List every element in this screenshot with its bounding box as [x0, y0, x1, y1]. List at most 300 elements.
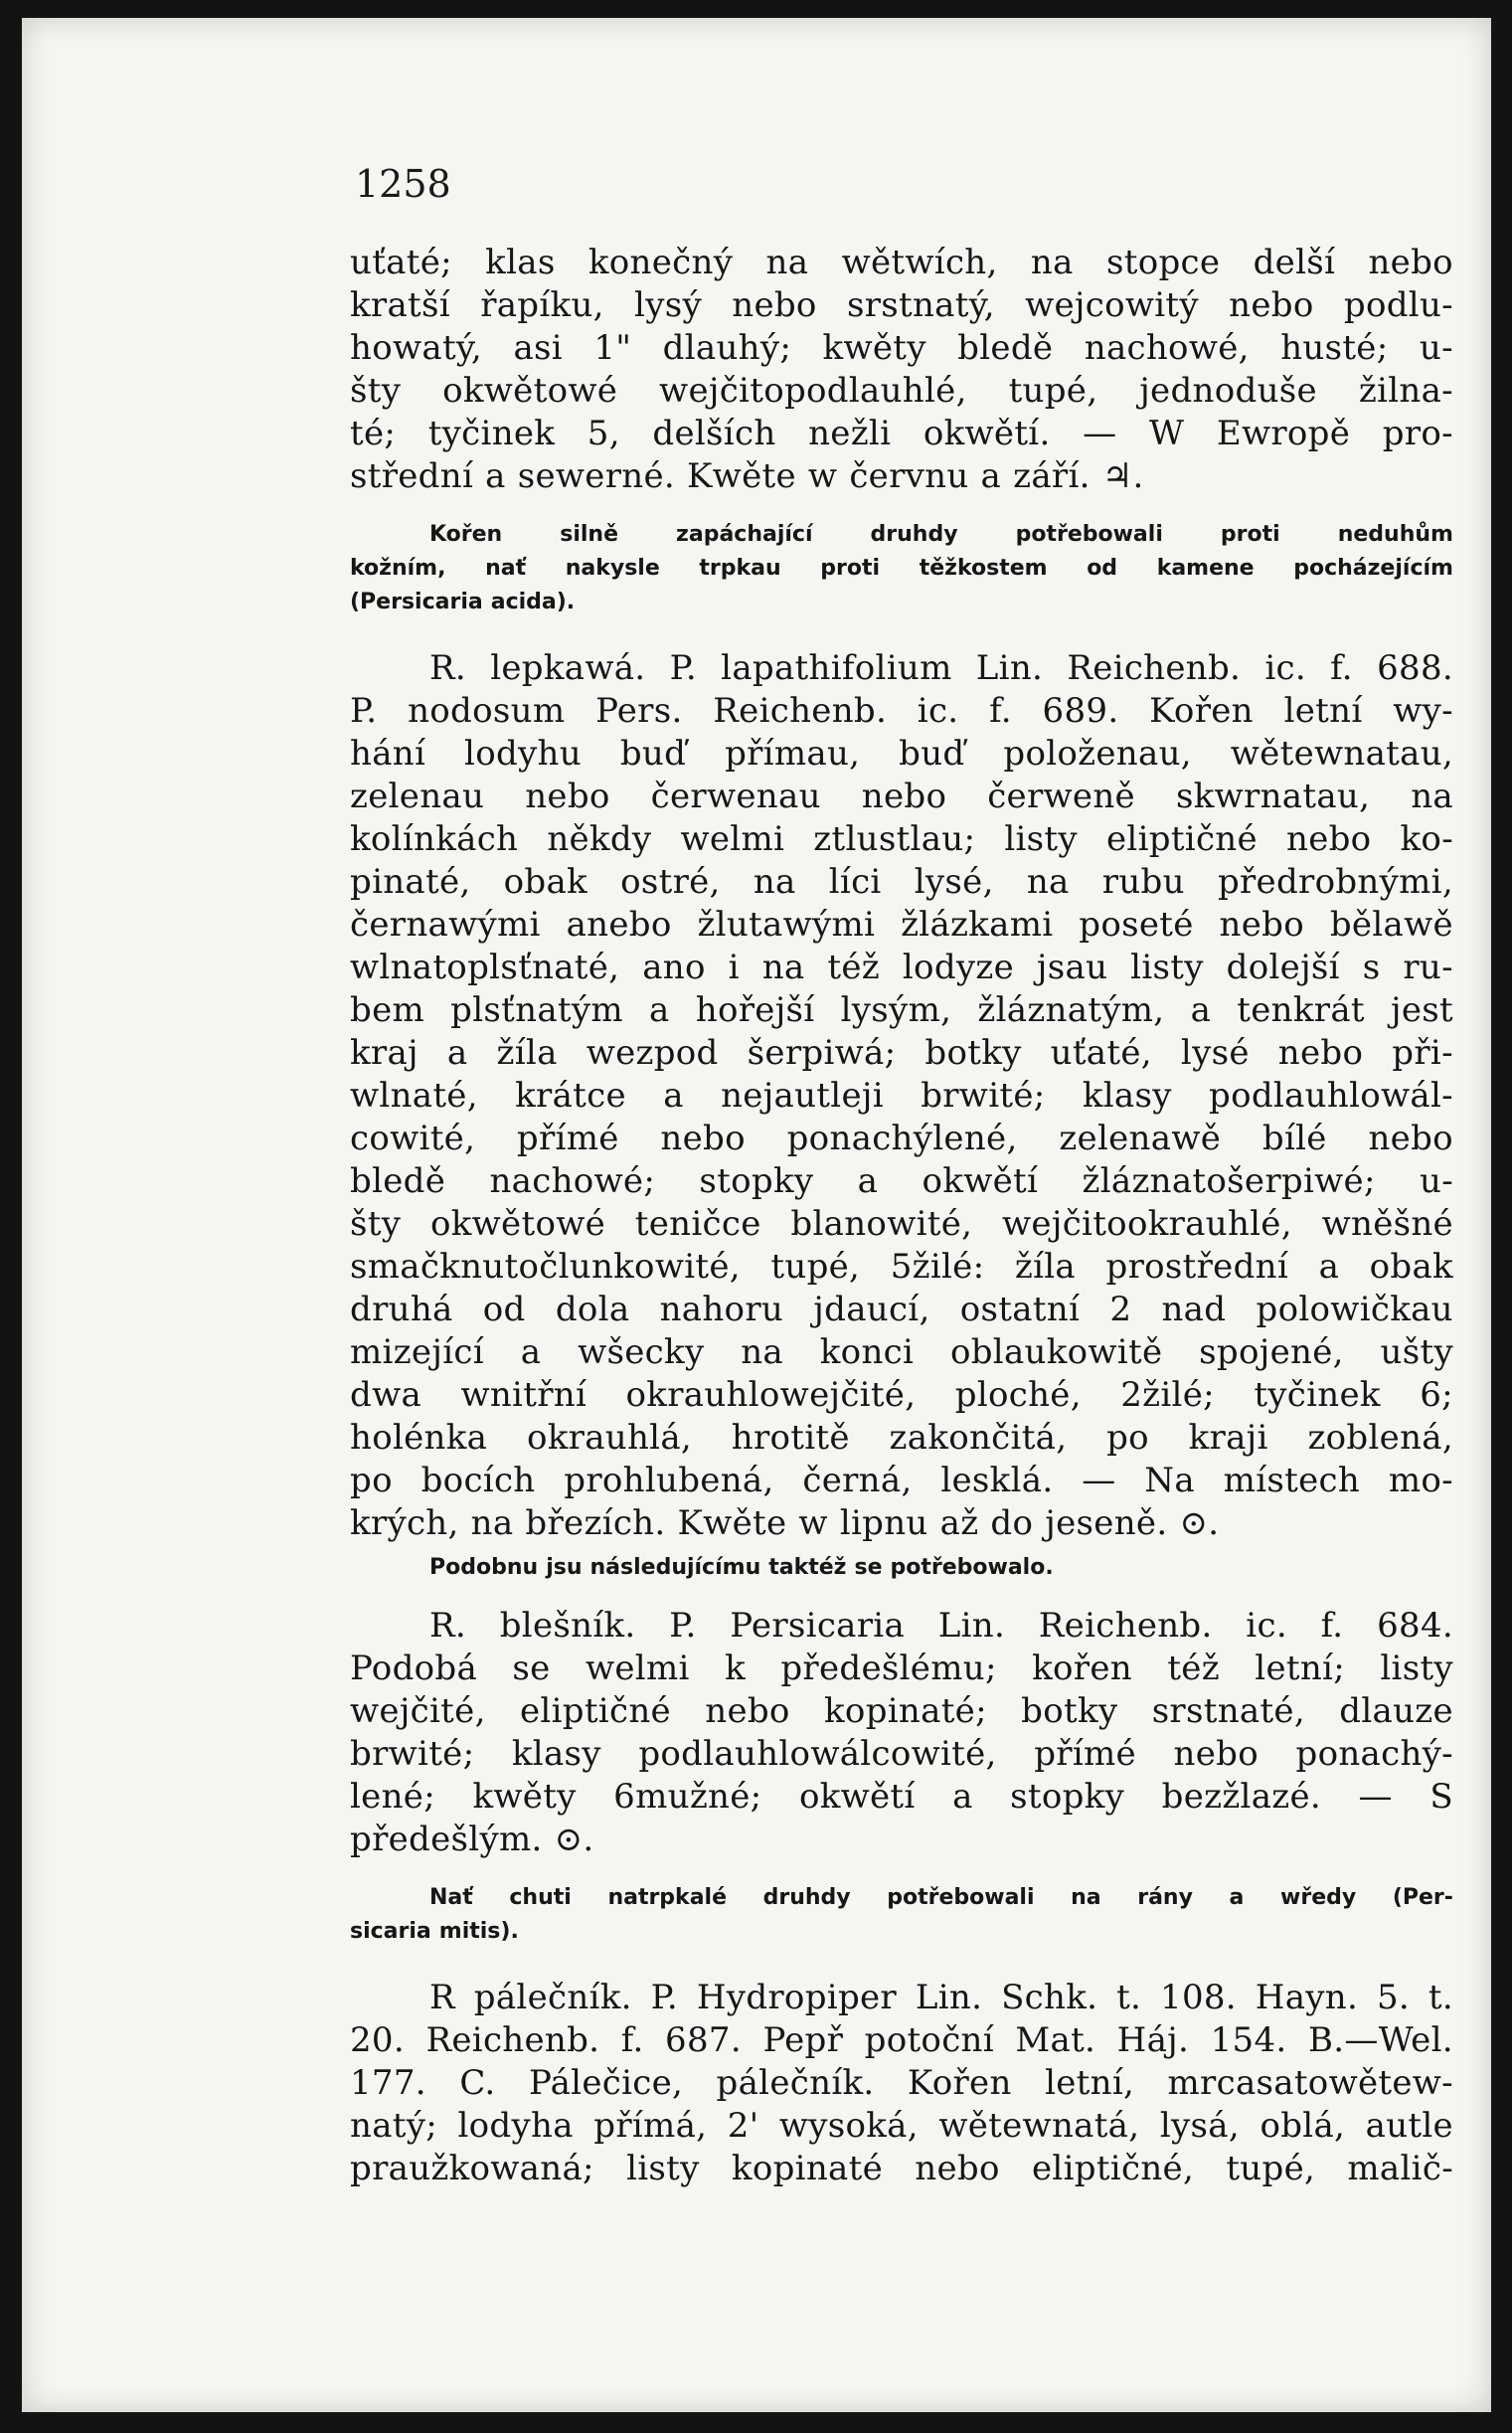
word: ano [642, 948, 706, 987]
word: dlauze [1339, 1691, 1453, 1731]
word: srstnatý, [846, 285, 995, 325]
word: též [1167, 1649, 1220, 1688]
word: okwětí [798, 1777, 916, 1817]
word: srstnaté, [1151, 1691, 1305, 1731]
word: hrotitě [731, 1418, 850, 1458]
word: 688. [1377, 648, 1453, 688]
word: bocích [420, 1461, 536, 1500]
text-line [350, 1460, 1453, 1502]
word: od [1087, 556, 1118, 581]
word: na [1026, 862, 1070, 902]
word: též [827, 948, 880, 987]
text-line [350, 1374, 1453, 1417]
word: mrcasatowětew- [1167, 2063, 1453, 2103]
word: a [663, 1076, 684, 1116]
word: žlutawými [697, 905, 876, 945]
word: nebo [1229, 285, 1314, 325]
word: po [350, 1461, 393, 1500]
word: Pers. [595, 691, 683, 731]
word: 687. [665, 2020, 742, 2060]
word: obak [1369, 1247, 1453, 1287]
word: okwětí. [923, 414, 1051, 453]
word: řapíku, [480, 285, 604, 325]
text-line [350, 1331, 1453, 1374]
word: potřebowali [887, 1885, 1035, 1910]
word: žlázkami [901, 905, 1054, 945]
word: lysé [1180, 1033, 1250, 1073]
word: předešlým. [350, 1820, 543, 1859]
word: kopinaté [731, 2149, 883, 2188]
word: nebo [1368, 243, 1453, 282]
note-paragraph [350, 518, 1453, 619]
word: bělawě [1329, 905, 1453, 945]
word: kožním, [350, 556, 446, 581]
word: Hayn. [1255, 1978, 1359, 2017]
word: ic. [1264, 648, 1306, 688]
word: — [1083, 414, 1117, 453]
word: 177. [350, 2063, 426, 2103]
word: w [807, 456, 838, 496]
word: červnu [849, 456, 969, 496]
word: konečný [588, 243, 734, 282]
word: proti [1220, 522, 1280, 547]
word: lipnu [839, 1503, 928, 1543]
text-line [350, 242, 1453, 284]
word: bílé [1261, 1119, 1327, 1158]
word: až [939, 1503, 979, 1543]
word: předrobnými, [1217, 862, 1453, 902]
word: jeseně. [1045, 1503, 1168, 1543]
text-line [350, 370, 1453, 413]
word: wejčitookrauhlé, [1002, 1204, 1292, 1244]
word: okrauhlowejčité, [625, 1375, 917, 1415]
word: Kwěte [686, 456, 796, 496]
word: P. [669, 648, 697, 688]
word: čerwenau [650, 777, 821, 816]
word: na [1071, 1885, 1101, 1910]
word: lené; [350, 1777, 435, 1817]
text-line [350, 989, 1453, 1032]
word: pro- [1382, 414, 1453, 453]
word: tenkrát [1237, 990, 1365, 1030]
word: delší [1253, 243, 1336, 282]
word: nad [1161, 1290, 1227, 1329]
word: 2žilé; [1120, 1375, 1215, 1415]
body-paragraph [350, 1605, 1453, 1861]
word: prostřední [1105, 1247, 1289, 1287]
word: žíla [496, 1033, 558, 1073]
word: Podobá [350, 1649, 478, 1688]
text-line [350, 1690, 1453, 1733]
text-block [350, 242, 1453, 2190]
word: 108. [1160, 1978, 1237, 2017]
text-line [350, 327, 1453, 370]
word: mitis). [438, 1919, 519, 1944]
book-page [22, 18, 1491, 2412]
word: okwětowé [429, 1204, 606, 1244]
word: hání [350, 734, 426, 774]
word: ztlustlau; [813, 819, 976, 859]
word: žíla [1014, 1247, 1077, 1287]
word: jsau [1036, 948, 1108, 987]
word: — [1358, 1777, 1393, 1817]
word: černá, [802, 1461, 913, 1500]
word: ponachýlené, [786, 1119, 1018, 1158]
word: wředy [1280, 1885, 1357, 1910]
word: a [485, 456, 506, 496]
word: botky [1021, 1691, 1118, 1731]
body-paragraph [350, 242, 1453, 498]
word: skwrnatau, [1175, 777, 1371, 816]
word: (Per- [1392, 1885, 1453, 1910]
text-line [350, 904, 1453, 947]
word: pálečník. [473, 1978, 632, 2017]
word: kamene [1156, 556, 1255, 581]
word: od [482, 1290, 526, 1329]
word: ostré, [620, 862, 721, 902]
word: plsťnatým [450, 990, 623, 1030]
word: howatý, [350, 328, 483, 368]
word: cowité, [350, 1119, 476, 1158]
word: ic. [917, 691, 959, 731]
word: husté; [1280, 328, 1389, 368]
word: listy [1380, 1649, 1453, 1688]
text-line [350, 552, 1453, 586]
word: B.—Wel. [1308, 2020, 1453, 2060]
word: nebo [660, 1119, 746, 1158]
word: lysé, [914, 862, 994, 902]
word: druhá [350, 1290, 453, 1329]
word: 154. [1210, 2020, 1287, 2060]
text-line [350, 1502, 1453, 1545]
word: na [470, 1503, 514, 1543]
word: lodyha [457, 2106, 574, 2146]
word: R [429, 1978, 455, 2017]
word: 1" [593, 328, 632, 368]
word: buď [619, 734, 687, 774]
text-line [350, 1648, 1453, 1690]
word: tupé, [1008, 371, 1098, 411]
word: proti [820, 556, 881, 581]
word: kraj [350, 1033, 419, 1073]
word: ponachý- [1295, 1734, 1453, 1774]
word: Háj. [1116, 2020, 1190, 2060]
word: 2 [1109, 1290, 1132, 1329]
word: střední [350, 456, 474, 496]
word: uťaté; [350, 243, 452, 282]
word: ko- [1400, 819, 1453, 859]
text-line [350, 284, 1453, 327]
word: do [990, 1503, 1034, 1543]
word: brwité; [350, 1734, 475, 1774]
word: polowičkau [1256, 1290, 1453, 1329]
text-line [350, 1417, 1453, 1460]
text-line [350, 1605, 1453, 1648]
word: lepkawá. [490, 648, 646, 688]
word: P. [650, 1978, 678, 2017]
word: wejcowitý [1025, 285, 1199, 325]
word: a [649, 990, 670, 1030]
note-paragraph [350, 1881, 1453, 1949]
word: zoblená, [1307, 1418, 1453, 1458]
word: t. [1116, 1978, 1142, 2017]
word: dolejší [1226, 948, 1340, 987]
word: eliptičné [520, 1691, 671, 1731]
word: Pepř [762, 2020, 844, 2060]
word: kolínkách [350, 819, 519, 859]
word: u- [1419, 328, 1453, 368]
word: P. [669, 1606, 697, 1646]
word: dola [555, 1290, 630, 1329]
text-line [350, 1246, 1453, 1289]
word: 5. [1376, 1978, 1411, 2017]
word: na [753, 862, 796, 902]
word: autle [1365, 2106, 1453, 2146]
word: (Persicaria [350, 590, 483, 614]
word: šty [350, 1204, 402, 1244]
word: t. [1428, 1978, 1453, 2017]
word: ♃. [1101, 456, 1144, 496]
word: a [1229, 1885, 1245, 1910]
word: wlnaté, [350, 1076, 478, 1116]
word: okwětí [922, 1161, 1039, 1201]
text-line [350, 1289, 1453, 1331]
word: nebo [1277, 1033, 1364, 1073]
word: wětewnatau, [1230, 734, 1453, 774]
word: eliptičné [1105, 819, 1258, 859]
text-line [350, 1551, 1453, 1585]
word: stopky [699, 1161, 814, 1201]
word: rány [1137, 1885, 1193, 1910]
text-line [350, 818, 1453, 861]
word: klasy [511, 1734, 601, 1774]
word: blešník. [499, 1606, 636, 1646]
text-line [350, 1915, 1453, 1949]
word: spojené, [1199, 1332, 1344, 1372]
word: čerweně [987, 777, 1135, 816]
word: na [1411, 777, 1453, 816]
word: f. [1330, 648, 1353, 688]
text-line [350, 1203, 1453, 1246]
word: letní; [1255, 1649, 1345, 1688]
word: stopky [1010, 1777, 1125, 1817]
word: obak [503, 862, 588, 902]
text-line [350, 733, 1453, 776]
text-line [350, 2019, 1453, 2062]
word: klasy [1082, 1076, 1172, 1116]
word: Reichenb. [1067, 648, 1242, 688]
text-line [350, 947, 1453, 989]
word: místech [1223, 1461, 1361, 1500]
word: ru- [1403, 948, 1453, 987]
word: Pálečice, [528, 2063, 684, 2103]
page-number: 1258 [355, 162, 451, 206]
word: přímá, [593, 2106, 708, 2146]
word: s [1362, 948, 1381, 987]
word: wětewnatá, [938, 2106, 1140, 2146]
word: ic. [1246, 1606, 1287, 1646]
word: té; [350, 414, 397, 453]
paragraph-gap [350, 498, 1453, 518]
word: wy- [1393, 691, 1453, 731]
word: a [1190, 990, 1212, 1030]
word: mo- [1388, 1461, 1453, 1500]
word: nebo [915, 2149, 1000, 2188]
word: a [520, 1332, 542, 1372]
word: na [1030, 243, 1074, 282]
paragraph-gap [350, 1949, 1453, 1977]
word: delších [652, 414, 776, 453]
word: oblá, [1260, 2106, 1346, 2146]
word: nebo [525, 777, 610, 816]
word: krátce [515, 1076, 626, 1116]
word: malič- [1347, 2149, 1453, 2188]
text-line [350, 1881, 1453, 1915]
word: kraji [1188, 1418, 1268, 1458]
word: asi [513, 328, 563, 368]
word: pinaté, [350, 862, 471, 902]
word: lapathifolium [721, 648, 952, 688]
word: f. [1320, 1606, 1344, 1646]
word: anebo [566, 905, 672, 945]
word: šty [350, 371, 402, 411]
text-line [350, 861, 1453, 904]
word: letní [1283, 691, 1363, 731]
word: kwěty [472, 1777, 577, 1817]
word: smačknutočlunkowité, [350, 1247, 741, 1287]
word: wejčité, [350, 1691, 486, 1731]
word: krých, [350, 1503, 459, 1543]
word: se [854, 1555, 883, 1580]
word: lodyhu [464, 734, 582, 774]
text-line [350, 586, 1453, 619]
word: líci [828, 862, 882, 902]
word: blanowité, [790, 1204, 973, 1244]
word: Persicaria [730, 1606, 906, 1646]
text-line [350, 647, 1453, 690]
word: wněšné [1321, 1204, 1453, 1244]
word: a [980, 456, 1002, 496]
word: položenau, [1003, 734, 1192, 774]
word: klas [485, 243, 556, 282]
word: tupé, [1226, 2149, 1316, 2188]
word: nebo [732, 285, 817, 325]
word: nebo [1286, 819, 1372, 859]
word: welmi [680, 819, 785, 859]
word: u- [1420, 1161, 1453, 1201]
word: 6; [1420, 1375, 1453, 1415]
word: acida). [490, 590, 576, 614]
word: W [1149, 414, 1185, 453]
word: Schk. [1001, 1978, 1098, 2017]
word: a [1318, 1247, 1340, 1287]
word: žilna- [1358, 371, 1453, 411]
paragraph-gap [350, 1585, 1453, 1605]
word: zelenau [350, 777, 485, 816]
word: následujícímu [589, 1555, 761, 1580]
word: bledě [957, 328, 1054, 368]
word: sicaria [350, 1919, 431, 1944]
word: buď [899, 734, 965, 774]
word: Nať [429, 1885, 473, 1910]
text-line [350, 1776, 1453, 1819]
word: kopinaté; [824, 1691, 987, 1731]
word: teničce [634, 1204, 761, 1244]
word: praužkowaná; [350, 2149, 594, 2188]
word: oblaukowitě [949, 1332, 1163, 1372]
word: jednoduše [1139, 371, 1317, 411]
word: nebo [1219, 905, 1304, 945]
word: po [1106, 1418, 1149, 1458]
word: šerpiwá; [747, 1033, 897, 1073]
word: tupé, [770, 1247, 861, 1287]
text-line [350, 1160, 1453, 1203]
word: mizející [350, 1332, 484, 1372]
word: lysý [634, 285, 702, 325]
word: okwětowé [442, 371, 618, 411]
word: R. [429, 1606, 467, 1646]
word: letní, [1045, 2063, 1135, 2103]
word: konci [819, 1332, 915, 1372]
text-line [350, 518, 1453, 552]
word: ušty [1380, 1332, 1453, 1372]
word: lysá, [1159, 2106, 1240, 2146]
word: přímé [516, 1119, 619, 1158]
word: P. [350, 691, 378, 731]
word: Kwěte [677, 1503, 787, 1543]
word: 5žilé: [890, 1247, 985, 1287]
word: silně [560, 522, 619, 547]
word: pálečník. [716, 2063, 875, 2103]
word: poseté [1079, 905, 1194, 945]
word: podlauhlowál- [1209, 1076, 1453, 1116]
word: kořen [1032, 1649, 1132, 1688]
word: ostatní [959, 1290, 1081, 1329]
word: nebo [1173, 1734, 1259, 1774]
word: okrauhlá, [526, 1418, 693, 1458]
word: Mat. [1015, 2020, 1096, 2060]
word: kwěty [822, 328, 926, 368]
word: 6mužné; [613, 1777, 762, 1817]
word: 20. [350, 2020, 405, 2060]
word: ploché, [954, 1375, 1082, 1415]
word: k [725, 1649, 746, 1688]
word: chuti [509, 1885, 572, 1910]
word: nakysle [565, 556, 660, 581]
word: Reichenb. [713, 691, 888, 731]
word: wětwích, [841, 243, 998, 282]
word: listy [1004, 819, 1078, 859]
word: nebo [1368, 1119, 1453, 1158]
word: Reichenb. [425, 2020, 600, 2060]
word: holénka [350, 1418, 488, 1458]
word: Hydropiper [696, 1978, 897, 2017]
word: nachowé, [1084, 328, 1250, 368]
word: září. [1013, 456, 1091, 496]
text-line [350, 1118, 1453, 1160]
word: Lin. [915, 1978, 983, 2017]
word: neduhům [1337, 522, 1453, 547]
word: černawými [350, 905, 541, 945]
word: při- [1392, 1033, 1453, 1073]
word: podlauhlowálcowité, [638, 1734, 997, 1774]
word: Kořen [1149, 691, 1254, 731]
text-line [350, 2148, 1453, 2190]
word: 2' [727, 2106, 759, 2146]
word: Lin. [937, 1606, 1006, 1646]
word: sewerné. [517, 456, 675, 496]
text-line [350, 1075, 1453, 1118]
